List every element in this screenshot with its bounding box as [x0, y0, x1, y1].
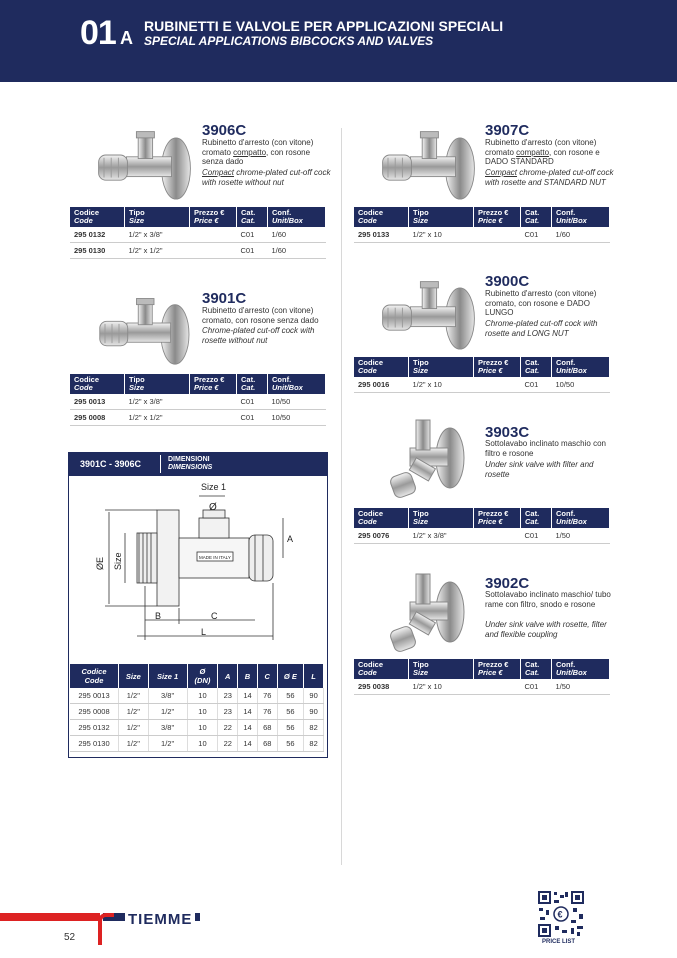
price-table-3901c: Codice Code Tipo Size Prezzo € Price € Cat. Cat. Conf. Unit/Box 295 0013 1/2" x 3/8" C01 10/50 295 0008 1/2" x 1/2" C01 10/50: [70, 374, 326, 426]
svg-text:Ø: Ø: [209, 502, 217, 513]
svg-text:C: C: [211, 611, 218, 621]
table-row: 295 0008 1/2" x 1/2" C01 10/50: [70, 410, 326, 426]
price-list-label: PRICE LIST: [542, 939, 576, 945]
table-row: 295 0133 1/2" x 10 C01 1/60: [354, 227, 610, 243]
svg-text:B: B: [155, 611, 162, 621]
product-desc-en-3900c: Chrome-plated cut-off cock with rosette and LONG NUT: [485, 319, 598, 338]
valve-3901c-image: [80, 295, 200, 365]
table-row: 295 0038 1/2" x 10 C01 1/50: [354, 679, 610, 695]
product-desc-it-3906c: Rubinetto d'arresto (con vitone) cromato compatto, con rosone senza dado: [202, 138, 314, 166]
section-title-en: SPECIAL APPLICATIONS BIBCOCKS AND VALVES: [144, 34, 434, 48]
page-number: 52: [64, 932, 76, 943]
price-table-3906c: Codice Code Tipo Size Prezzo € Price € Cat. Cat. Conf. Unit/Box 295 0132 1/2" x 3/8" C01 1/60 295 0130 1/2" x 1/2" C01 1/60: [70, 207, 326, 259]
dimensions-title: 3901C - 3906C: [80, 459, 142, 469]
valve-3900c-image: [364, 278, 484, 350]
product-code-3900c: 3900C: [485, 273, 530, 290]
valve-3907c-image: [364, 128, 484, 200]
svg-text:ØE: ØE: [95, 556, 105, 570]
table-row: 295 0016 1/2" x 10 C01 10/50: [354, 377, 610, 393]
qr-code-icon[interactable]: [537, 890, 585, 938]
svg-text:Size: Size: [113, 552, 123, 570]
svg-text:MADE IN ITALY: MADE IN ITALY: [199, 555, 231, 560]
valve-3906c-image: [80, 128, 200, 200]
dimensions-table: Codice Code Size Size 1 Ø (DN) A B C Ø E L 295 0013 1/2" 3/8" 10 23 14 76 56 90 295 0008 1/2" 1/2" 10 23 14 76 56 90 295 0132 1/2" 3/8" 10 22 14 68 56 82 295 0130 1/2" 1/2" 10 22 14 68 56 82: [70, 664, 324, 752]
product-desc-en-3902c: Under sink valve with rosette, filter and flexible coupling: [485, 620, 607, 639]
table-row: 295 0132 1/2" x 3/8" C01 1/60: [70, 227, 326, 243]
footer-red-bar: [0, 913, 100, 921]
brand-logo: TIEMME: [125, 911, 195, 928]
table-row: 295 0008 1/2" 1/2" 10 23 14 76 56 90: [70, 704, 324, 720]
table-row: 295 0013 1/2" 3/8" 10 23 14 76 56 90: [70, 688, 324, 704]
dimensions-header: [68, 452, 327, 476]
product-code-3907c: 3907C: [485, 122, 530, 139]
table-row: 295 0076 1/2" x 3/8" C01 1/50: [354, 528, 610, 544]
product-desc-it-3907c: Rubinetto d'arresto (con vitone) cromato compatto, con rosone e DADO STANDARD: [485, 138, 600, 166]
price-table-3903c: Codice Code Tipo Size Prezzo € Price € Cat. Cat. Conf. Unit/Box 295 0076 1/2" x 3/8" C01 1/50: [354, 508, 610, 544]
column-divider: [341, 128, 342, 865]
svg-text:€: €: [557, 909, 563, 920]
product-desc-en-3903c: Under sink valve with filter and rosette: [485, 460, 594, 479]
technical-drawing: [75, 478, 320, 660]
table-row: 295 0130 1/2" x 1/2" C01 1/60: [70, 243, 326, 259]
table-row: 295 0132 1/2" 3/8" 10 22 14 68 56 82: [70, 720, 324, 736]
product-code-3906c: 3906C: [202, 122, 247, 139]
price-table-3900c: Codice Code Tipo Size Prezzo € Price € Cat. Cat. Conf. Unit/Box 295 0016 1/2" x 10 C01 10/50: [354, 357, 610, 393]
product-desc-en-3906c: Compact chrome-plated cut-off cock with rosette without nut: [202, 168, 331, 187]
svg-text:A: A: [287, 534, 294, 544]
product-desc-it-3900c: Rubinetto d'arresto (con vitone) cromato, con rosone e DADO LUNGO: [485, 289, 597, 317]
page-header: [0, 0, 677, 82]
price-table-3902c: Codice Code Tipo Size Prezzo € Price € Cat. Cat. Conf. Unit/Box 295 0038 1/2" x 10 C01 1/50: [354, 659, 610, 695]
product-desc-en-3901c: Chrome-plated cut-off cock with rosette without nut: [202, 326, 315, 345]
section-letter: A: [120, 28, 133, 48]
product-code-3902c: 3902C: [485, 575, 530, 592]
product-desc-it-3903c: Sottolavabo inclinato maschio con filtro e rosone: [485, 439, 606, 458]
product-desc-it-3901c: Rubinetto d'arresto (con vitone) cromato, con rosone senza dado: [202, 306, 319, 325]
price-table-3907c: Codice Code Tipo Size Prezzo € Price € Cat. Cat. Conf. Unit/Box 295 0133 1/2" x 10 C01 1/60: [354, 207, 610, 243]
svg-text:L: L: [201, 627, 207, 637]
section-number: 01: [80, 14, 116, 52]
dimensions-label: DIMENSIONI DIMENSIONS: [168, 456, 213, 471]
footer-pipe-shape: [98, 913, 114, 945]
section-title-it: RUBINETTI E VALVOLE PER APPLICAZIONI SPECIALI: [144, 18, 504, 34]
product-code-3903c: 3903C: [485, 424, 530, 441]
table-row: 295 0013 1/2" x 3/8" C01 10/50: [70, 394, 326, 410]
table-row: 295 0130 1/2" 1/2" 10 22 14 68 56 82: [70, 736, 324, 752]
product-code-3901c: 3901C: [202, 290, 247, 307]
product-desc-it-3902c: Sottolavabo inclinato maschio/ tubo rame con filtro, snodo e rosone: [485, 590, 611, 609]
svg-text:Size 1: Size 1: [201, 482, 227, 492]
valve-3903c-image: [370, 418, 470, 500]
product-desc-en-3907c: Compact chrome-plated cut-off cock with rosette and STANDARD NUT: [485, 168, 614, 187]
valve-3902c-image: [370, 572, 470, 654]
